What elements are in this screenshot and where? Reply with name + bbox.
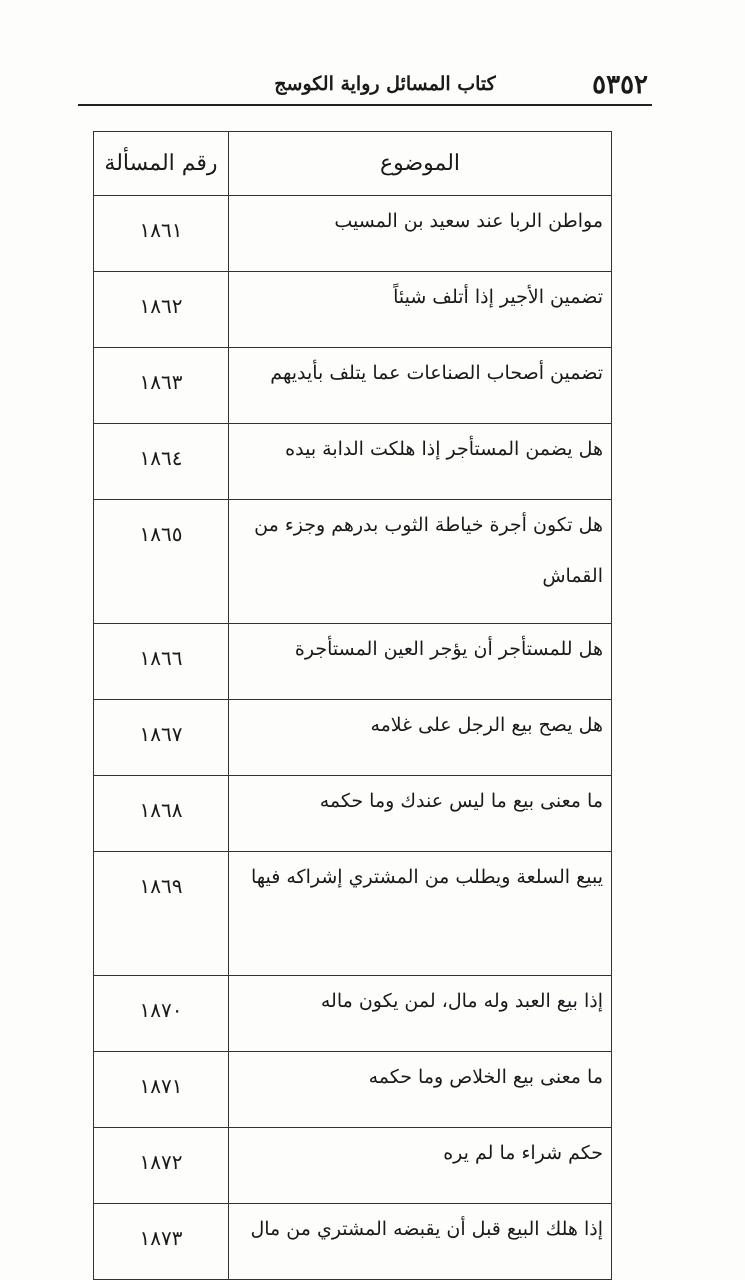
number-cell: ١٨٦١ bbox=[94, 196, 229, 272]
number-cell: ١٨٧٠ bbox=[94, 976, 229, 1052]
column-header-topic: الموضوع bbox=[229, 132, 612, 196]
table-row bbox=[94, 852, 612, 976]
topic-cell: هل يصح بيع الرجل على غلامه bbox=[229, 700, 612, 776]
table-row bbox=[94, 348, 612, 424]
column-header-number: رقم المسألة bbox=[94, 132, 229, 196]
table-row bbox=[94, 1204, 612, 1280]
topic-cell: إذا هلك البيع قبل أن يقبضه المشتري من مال bbox=[229, 1204, 612, 1280]
table-row bbox=[94, 1128, 612, 1204]
table-row bbox=[94, 272, 612, 348]
topic-cell: مواطن الربا عند سعيد بن المسيب bbox=[229, 196, 612, 272]
topic-cell: إذا بيع العبد وله مال، لمن يكون ماله bbox=[229, 976, 612, 1052]
topic-cell: هل تكون أجرة خياطة الثوب بدرهم وجزء من القماش bbox=[229, 500, 612, 624]
number-cell: ١٨٦٦ bbox=[94, 624, 229, 700]
topic-cell: هل للمستأجر أن يؤجر العين المستأجرة bbox=[229, 624, 612, 700]
number-cell: ١٨٧٢ bbox=[94, 1128, 229, 1204]
topic-cell: ما معنى بيع ما ليس عندك وما حكمه bbox=[229, 776, 612, 852]
table-row bbox=[94, 1052, 612, 1128]
topic-cell: حكم شراء ما لم يره bbox=[229, 1128, 612, 1204]
number-cell: ١٨٦٤ bbox=[94, 424, 229, 500]
topic-cell: تضمين أصحاب الصناعات عما يتلف بأيديهم bbox=[229, 348, 612, 424]
number-cell: ١٨٦٩ bbox=[94, 852, 229, 976]
table-header-row bbox=[94, 132, 612, 196]
topic-cell: ما معنى بيع الخلاص وما حكمه bbox=[229, 1052, 612, 1128]
page-header bbox=[78, 64, 652, 106]
table-row bbox=[94, 976, 612, 1052]
table-row bbox=[94, 700, 612, 776]
index-table bbox=[93, 131, 612, 1280]
number-cell: ١٨٦٣ bbox=[94, 348, 229, 424]
topic-cell: تضمين الأجير إذا أتلف شيئاً bbox=[229, 272, 612, 348]
number-cell: ١٨٧١ bbox=[94, 1052, 229, 1128]
table-row bbox=[94, 196, 612, 272]
number-cell: ١٨٧٣ bbox=[94, 1204, 229, 1280]
topic-cell: هل يضمن المستأجر إذا هلكت الدابة بيده bbox=[229, 424, 612, 500]
number-cell: ١٨٦٥ bbox=[94, 500, 229, 624]
number-cell: ١٨٦٧ bbox=[94, 700, 229, 776]
number-cell: ١٨٦٢ bbox=[94, 272, 229, 348]
table-row bbox=[94, 624, 612, 700]
table-row bbox=[94, 776, 612, 852]
number-cell: ١٨٦٨ bbox=[94, 776, 229, 852]
table-row bbox=[94, 500, 612, 624]
table-row bbox=[94, 424, 612, 500]
running-title: كتاب المسائل رواية الكوسج bbox=[274, 73, 496, 95]
page-number: ٥٣٥٢ bbox=[592, 70, 648, 100]
topic-cell: يبيع السلعة ويطلب من المشتري إشراكه فيها bbox=[229, 852, 612, 976]
